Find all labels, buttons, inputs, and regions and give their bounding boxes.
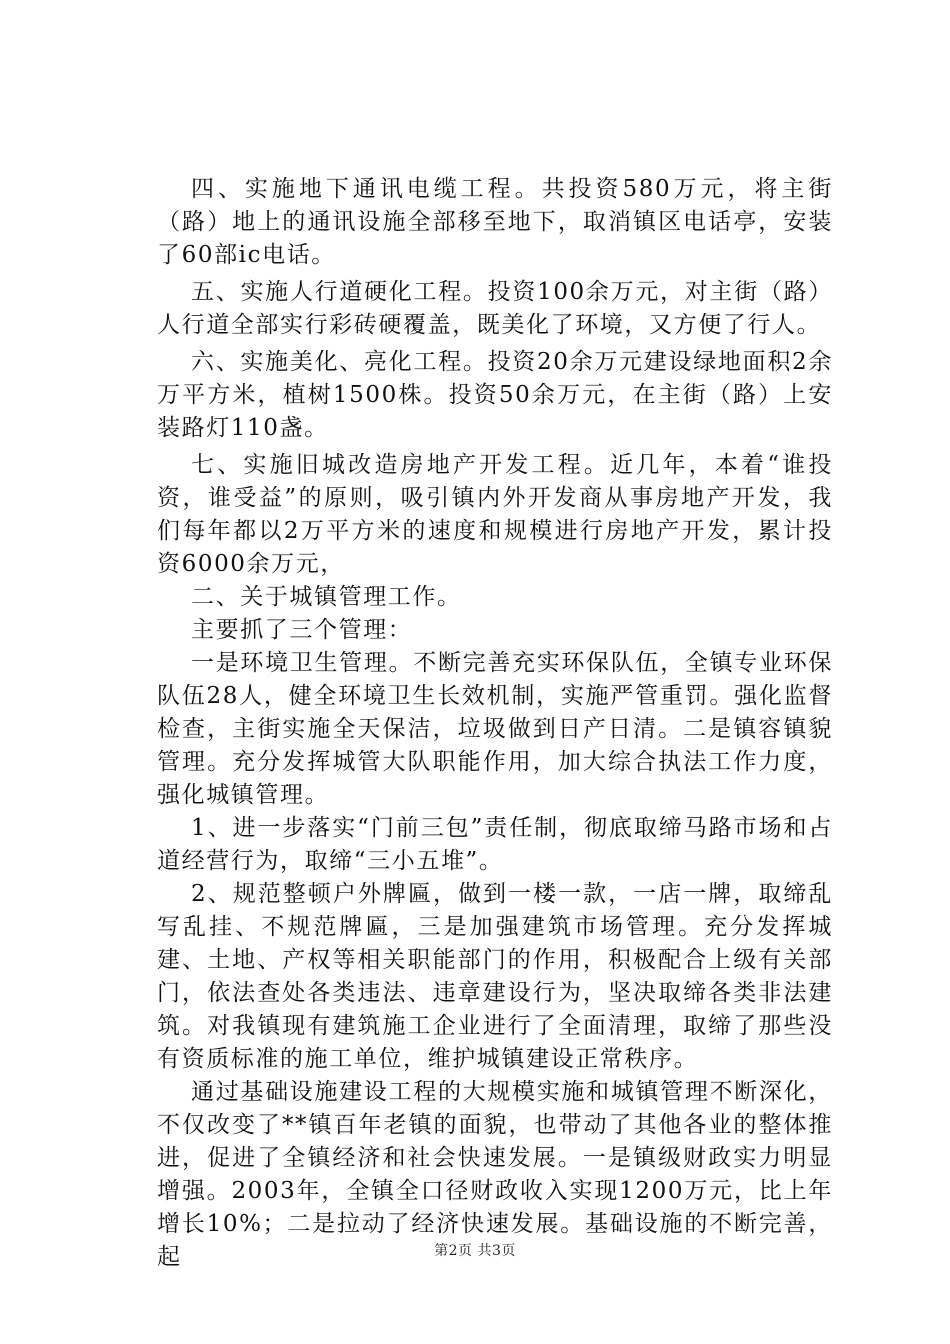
section-heading-town-management: 二、关于城镇管理工作。 — [191, 584, 462, 610]
paragraph-old-town-renovation: 七、实施旧城改造房地产开发工程。近几年，本着“谁投资，谁受益”的原则，吸引镇内外开发商从事房地产开发，我们每年都以2万平方米的速度和规模进行房地产开发，累计投资6000余万元， — [157, 452, 833, 577]
page-footer: 第2页 共3页 — [434, 1243, 516, 1259]
paragraph-sanitation-management: 一是环境卫生管理。不断完善充实环保队伍，全镇专业环保队伍28人，健全环境卫生长效机制，实施严管重罚。强化监督检查，主街实施全天保洁，垃圾做到日产日清。二是镇容镇貌管理。充分发挥城管大队职能作用，加大综合执法工作力度，强化城镇管理。 — [157, 650, 833, 808]
paragraph-item-1: 1、进一步落实“门前三包”责任制，彻底取缔马路市场和占道经营行为，取缔“三小五堆”。 — [157, 815, 833, 874]
paragraph-sidewalk-hardening: 五、实施人行道硬化工程。投资100余万元，对主街（路）人行道全部实行彩砖硬覆盖，既美化了环境，又方便了行人。 — [157, 279, 833, 338]
paragraph-greening-lighting: 六、实施美化、亮化工程。投资20余万元建设绿地面积2余万平方米，植树1500株。投资50余万元，在主街（路）上安装路灯110盏。 — [157, 349, 833, 441]
paragraph-three-managements: 主要抓了三个管理： — [191, 617, 413, 643]
paragraph-underground-cable: 四、实施地下通讯电缆工程。共投资580万元，将主街（路）地上的通讯设施全部移至地下，取消镇区电话亭，安装了60部ic电话。 — [157, 176, 833, 268]
paragraph-conclusion: 通过基础设施建设工程的大规模实施和城镇管理不断深化，不仅改变了**镇百年老镇的面貌，也带动了其他各业的整体推进，促进了全镇经济和社会快速发展。一是镇级财政实力明显增强。2003年，全镇全口径财政收入实现1200万元，比上年增长10%；二是拉动了经济快速发展。基础设施的不断完善，起 — [157, 1079, 833, 1270]
paragraph-item-2: 2、规范整顿户外牌匾，做到一楼一款，一店一牌，取缔乱写乱挂、不规范牌匾，三是加强建筑市场管理。充分发挥城建、土地、产权等相关职能部门的作用，积极配合上级有关部门，依法查处各类违法、违章建设行为，坚决取缔各类非法建筑。对我镇现有建筑施工企业进行了全面清理，取缔了那些没有资质标准的施工单位，维护城镇建设正常秩序。 — [157, 881, 833, 1072]
document-body — [157, 173, 833, 1274]
